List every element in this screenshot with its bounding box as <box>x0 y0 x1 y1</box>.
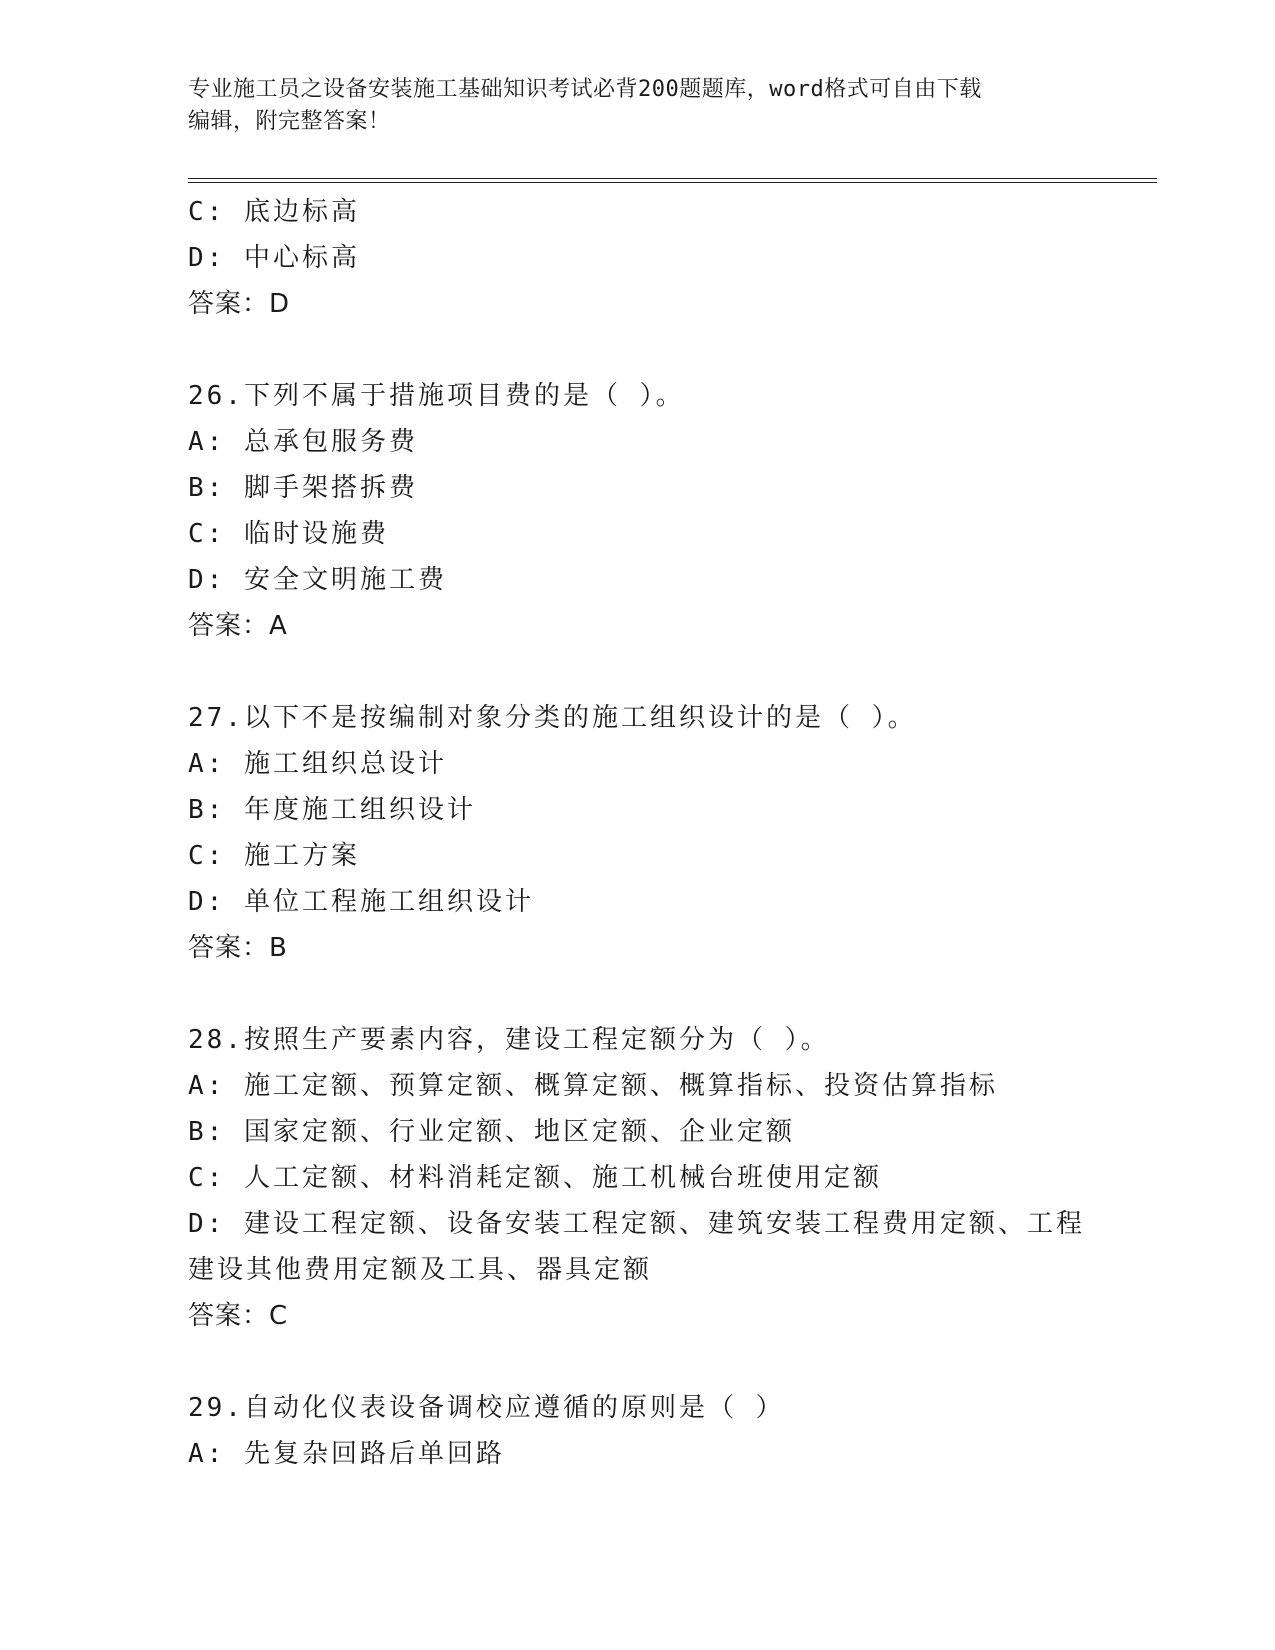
header-title-line-1: 专业施工员之设备安装施工基础知识考试必背200题题库，word格式可自由下载 <box>188 77 982 102</box>
q28-option-b: B: 国家定额、行业定额、地区定额、企业定额 <box>188 1117 795 1147</box>
q26-answer: 答案：A <box>188 611 288 641</box>
q26-option-a: A: 总承包服务费 <box>188 427 418 457</box>
q27-answer: 答案：B <box>188 933 288 963</box>
q29-option-a: A: 先复杂回路后单回路 <box>188 1439 505 1469</box>
spacer <box>188 1339 1157 1385</box>
q28-option-c: C: 人工定额、材料消耗定额、施工机械台班使用定额 <box>188 1163 882 1193</box>
header-title-line-2: 编辑，附完整答案！ <box>188 109 391 134</box>
question-list <box>188 189 1157 1477</box>
spacer <box>188 327 1157 373</box>
question-26: 26.下列不属于措施项目费的是（ ）。 <box>188 381 685 411</box>
header-divider-bottom <box>188 182 1157 183</box>
spacer <box>188 971 1157 1017</box>
q28-option-d-line-2: 建设其他费用定额及工具、器具定额 <box>188 1255 653 1285</box>
q27-option-b: B: 年度施工组织设计 <box>188 795 476 825</box>
q26-option-d: D: 安全文明施工费 <box>188 565 447 595</box>
q26-option-c: C: 临时设施费 <box>188 519 389 549</box>
q28-option-d-line-1: D: 建设工程定额、设备安装工程定额、建筑安装工程费用定额、工程 <box>188 1209 1085 1239</box>
question-28: 28.按照生产要素内容，建设工程定额分为（ ）。 <box>188 1025 830 1055</box>
q27-option-d: D: 单位工程施工组织设计 <box>188 887 534 917</box>
document-header <box>188 74 1088 138</box>
q28-answer: 答案：C <box>188 1301 289 1331</box>
q27-option-c: C: 施工方案 <box>188 841 360 871</box>
q28-option-a: A: 施工定额、预算定额、概算定额、概算指标、投资估算指标 <box>188 1071 998 1101</box>
prev-option-d: D: 中心标高 <box>188 243 360 273</box>
prev-option-c: C: 底边标高 <box>188 197 360 227</box>
q27-option-a: A: 施工组织总设计 <box>188 749 447 779</box>
question-29: 29.自动化仪表设备调校应遵循的原则是（ ） <box>188 1393 785 1423</box>
header-divider-top <box>188 178 1157 179</box>
q26-option-b: B: 脚手架搭拆费 <box>188 473 418 503</box>
question-27: 27.以下不是按编制对象分类的施工组织设计的是（ ）。 <box>188 703 917 733</box>
spacer <box>188 649 1157 695</box>
prev-answer: 答案：D <box>188 289 291 319</box>
